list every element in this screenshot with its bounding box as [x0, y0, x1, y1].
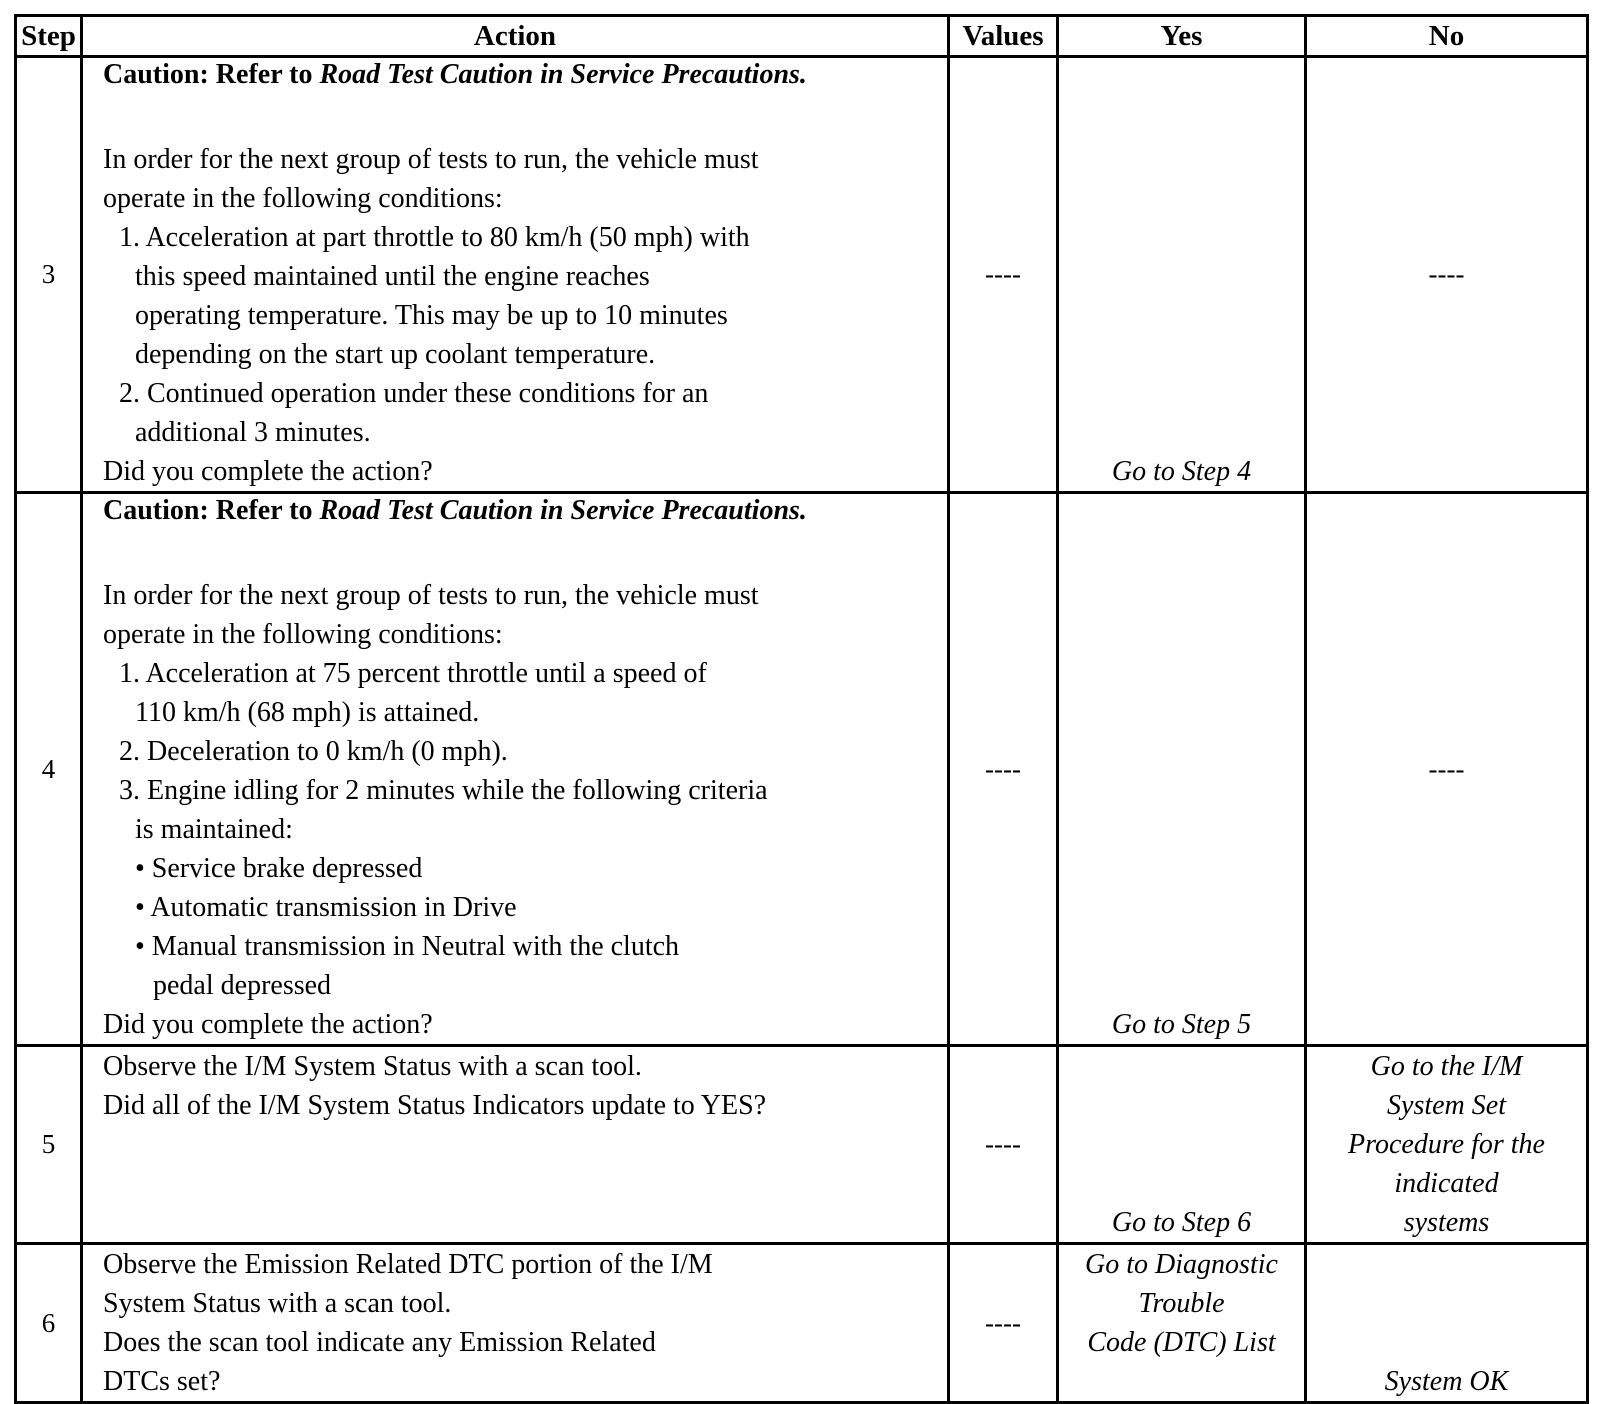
yes-link-line: Go to Diagnostic [1085, 1249, 1278, 1280]
list-item: 3. Engine idling for 2 minutes while the following criteria [119, 775, 768, 806]
no-link[interactable] [1306, 1046, 1588, 1244]
table-row-step-5 [16, 1046, 1588, 1244]
table-row-step-6 [16, 1244, 1588, 1403]
action-line: Observe the I/M System Status with a scan tool. [103, 1051, 642, 1082]
step-number: 6 [16, 1244, 82, 1403]
header-step: Step [16, 16, 82, 57]
header-action: Action [82, 16, 949, 57]
caution-prefix: Caution: Refer to [103, 495, 320, 526]
list-item-continuation: is maintained: [135, 814, 293, 845]
step-number: 3 [16, 57, 82, 493]
values-cell: ---- [949, 493, 1058, 1046]
caution-reference-link[interactable]: Road Test Caution in Service Precautions. [319, 59, 807, 90]
table-row-step-3 [16, 57, 1588, 493]
yes-link[interactable]: Go to Step 5 [1058, 493, 1306, 1046]
no-link-line: Go to the I/M [1370, 1051, 1523, 1082]
action-cell [82, 57, 949, 493]
question-line: Did you complete the action? [103, 456, 433, 487]
question-line: DTCs set? [103, 1366, 221, 1397]
step-number: 4 [16, 493, 82, 1046]
values-cell: ---- [949, 1244, 1058, 1403]
step-number: 5 [16, 1046, 82, 1244]
bullet-item-continuation: pedal depressed [153, 970, 332, 1001]
yes-link[interactable]: Go to Step 6 [1058, 1046, 1306, 1244]
intro-line: In order for the next group of tests to run, the vehicle must [103, 144, 759, 175]
bullet-item: • Manual transmission in Neutral with the clutch [135, 931, 680, 962]
list-item-continuation: operating temperature. This may be up to 10 minutes [135, 300, 728, 331]
list-item-continuation: depending on the start up coolant temperature. [135, 339, 656, 370]
intro-line: operate in the following conditions: [103, 619, 503, 650]
caution-note [103, 494, 939, 528]
no-link[interactable]: System OK [1306, 1244, 1588, 1403]
question-line: Did all of the I/M System Status Indicators update to YES? [103, 1090, 767, 1121]
header-no: No [1306, 16, 1588, 57]
list-item-continuation: 110 km/h (68 mph) is attained. [135, 697, 480, 728]
intro-line: operate in the following conditions: [103, 183, 503, 214]
question-line: Did you complete the action? [103, 1009, 433, 1040]
intro-line: In order for the next group of tests to run, the vehicle must [103, 580, 759, 611]
yes-link-line: Code (DTC) List [1087, 1327, 1276, 1358]
no-link-line: Procedure for the [1348, 1129, 1545, 1160]
values-cell: ---- [949, 57, 1058, 493]
no-cell: ---- [1306, 493, 1588, 1046]
no-link-line: indicated [1394, 1168, 1499, 1199]
header-yes: Yes [1058, 16, 1306, 57]
caution-reference-link[interactable]: Road Test Caution in Service Precautions. [319, 495, 807, 526]
diagnostic-table [14, 14, 1589, 1404]
caution-note [103, 58, 939, 92]
no-link-line: systems [1403, 1207, 1490, 1238]
yes-link[interactable]: Go to Step 4 [1058, 57, 1306, 493]
caution-prefix: Caution: Refer to [103, 59, 320, 90]
list-item: 1. Acceleration at 75 percent throttle until a speed of [119, 658, 707, 689]
action-cell [82, 1046, 949, 1244]
table-row-step-4 [16, 493, 1588, 1046]
action-line: System Status with a scan tool. [103, 1288, 452, 1319]
header-row [16, 16, 1588, 57]
action-cell [82, 1244, 949, 1403]
action-cell [82, 493, 949, 1046]
yes-link-line: Trouble [1138, 1288, 1225, 1319]
header-values: Values [949, 16, 1058, 57]
bullet-item: • Service brake depressed [135, 853, 423, 884]
list-item: 1. Acceleration at part throttle to 80 km/h (50 mph) with [119, 222, 750, 253]
values-cell: ---- [949, 1046, 1058, 1244]
bullet-item: • Automatic transmission in Drive [135, 892, 517, 923]
action-line: Observe the Emission Related DTC portion of the I/M [103, 1249, 713, 1280]
list-item-continuation: additional 3 minutes. [135, 417, 371, 448]
no-cell: ---- [1306, 57, 1588, 493]
yes-link[interactable] [1058, 1244, 1306, 1403]
list-item: 2. Continued operation under these conditions for an [119, 378, 709, 409]
list-item-continuation: this speed maintained until the engine reaches [135, 261, 650, 292]
list-item: 2. Deceleration to 0 km/h (0 mph). [119, 736, 508, 767]
no-link-line: System Set [1387, 1090, 1506, 1121]
question-line: Does the scan tool indicate any Emission Related [103, 1327, 656, 1358]
